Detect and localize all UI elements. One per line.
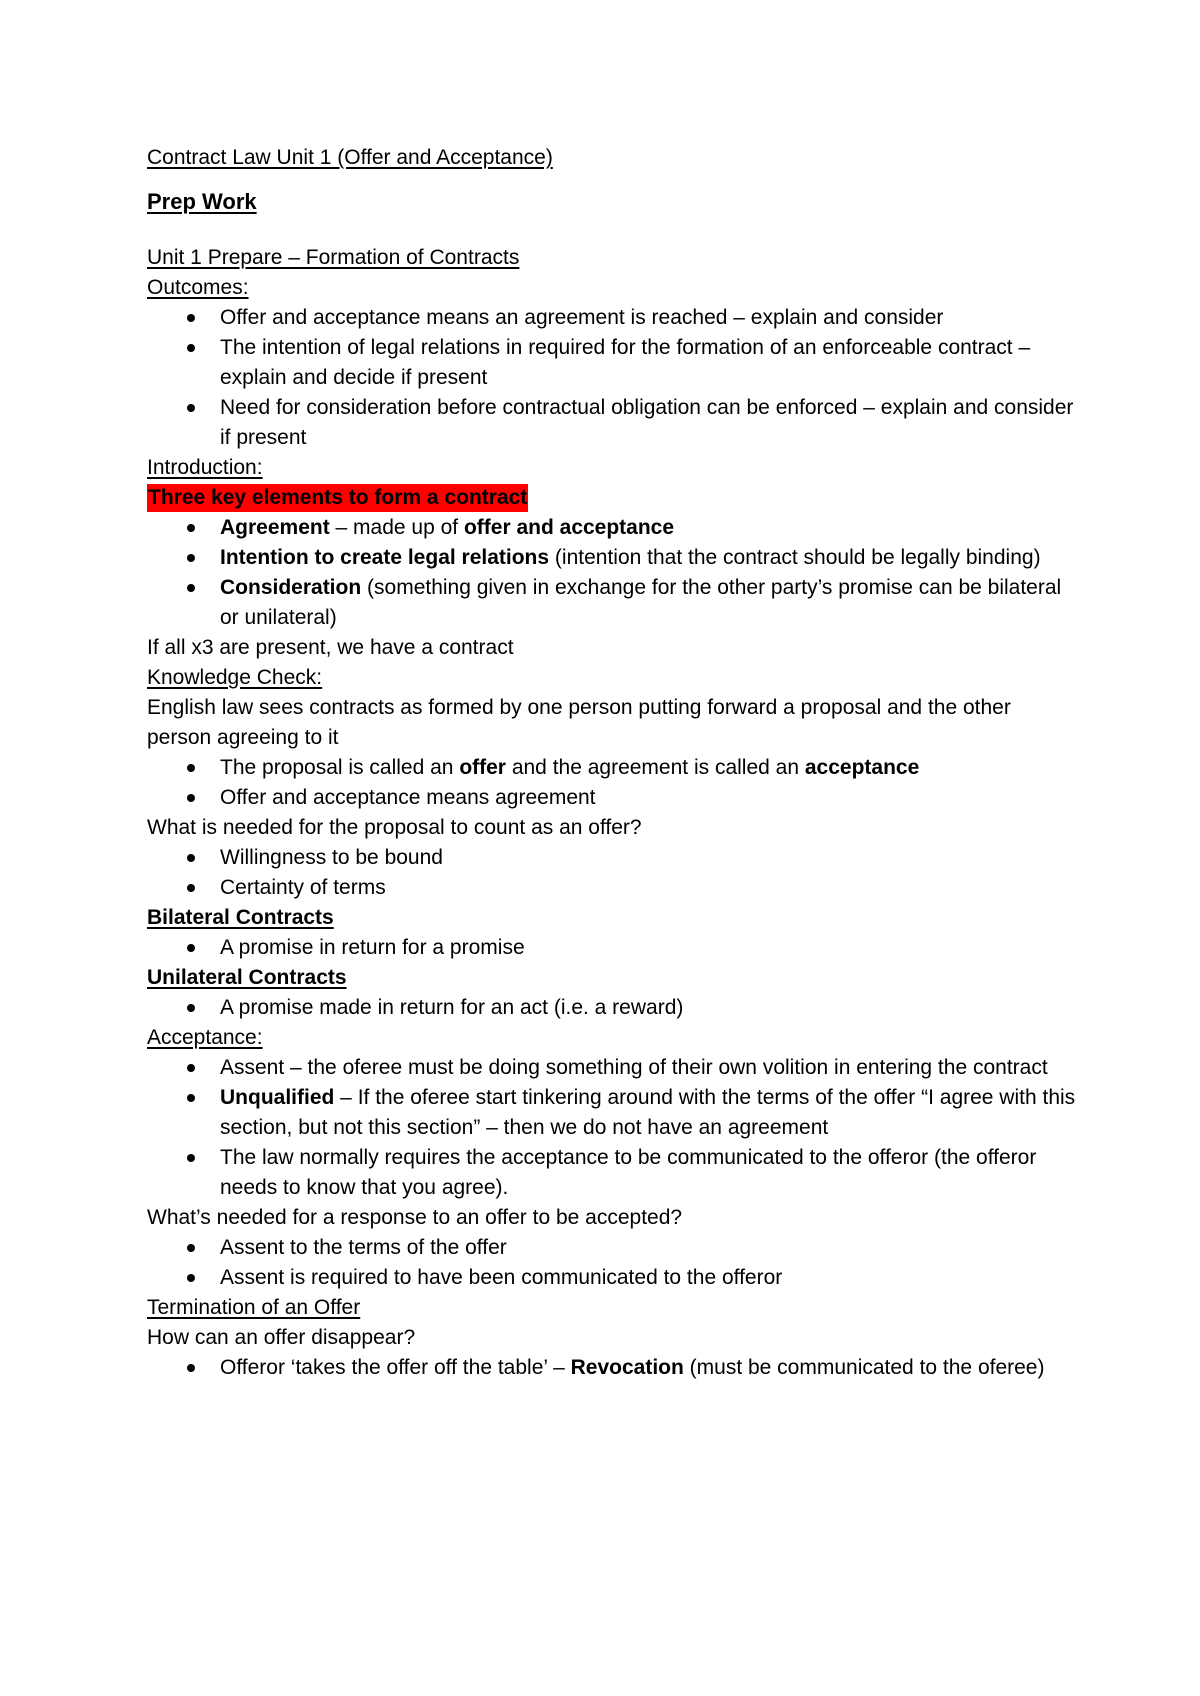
list-item: A promise made in return for an act (i.e. a reward): [147, 993, 1077, 1023]
introduction-label: Introduction:: [147, 456, 263, 479]
bullet-icon: [187, 314, 195, 322]
list-item: Intention to create legal relations (intention that the contract should be legally binding): [147, 543, 1077, 573]
list-item: The proposal is called an offer and the agreement is called an acceptance: [147, 753, 1077, 783]
bilateral-list: [147, 933, 1077, 963]
termination-question: How can an offer disappear?: [147, 1326, 416, 1349]
knowledge-list: [147, 753, 1077, 813]
knowledge-check-label: Knowledge Check:: [147, 666, 323, 689]
unilateral-list: [147, 993, 1077, 1023]
response-list: [147, 1233, 1077, 1293]
list-item: Certainty of terms: [147, 873, 1077, 903]
list-item: Offeror ‘takes the offer off the table’ – Revocation (must be communicated to the oferee): [147, 1353, 1077, 1383]
bullet-icon: [187, 1244, 195, 1252]
bullet-icon: [187, 404, 195, 412]
list-item: Offer and acceptance means agreement: [147, 783, 1077, 813]
list-item: Assent is required to have been communicated to the offeror: [147, 1263, 1077, 1293]
bullet-icon: [187, 1154, 195, 1162]
bullet-icon: [187, 524, 195, 532]
bullet-icon: [187, 1064, 195, 1072]
list-item: Assent – the oferee must be doing something of their own volition in entering the contract: [147, 1053, 1077, 1083]
bullet-icon: [187, 554, 195, 562]
document-page: [147, 143, 1077, 1383]
list-item: Willingness to be bound: [147, 843, 1077, 873]
list-item: Offer and acceptance means an agreement is reached – explain and consider: [147, 303, 1077, 333]
bullet-icon: [187, 884, 195, 892]
acceptance-label: Acceptance:: [147, 1026, 263, 1049]
termination-heading: Termination of an Offer: [147, 1296, 361, 1319]
elements-list: [147, 513, 1077, 633]
outcomes-label: Outcomes:: [147, 276, 249, 299]
offer-list: [147, 843, 1077, 903]
bullet-icon: [187, 1004, 195, 1012]
list-item: Unqualified – If the oferee start tinkering around with the terms of the offer “I agree with this section, but not this section” – then we do not have an agreement: [147, 1083, 1077, 1143]
bullet-icon: [187, 584, 195, 592]
unit-heading: Unit 1 Prepare – Formation of Contracts: [147, 246, 520, 269]
document-title: Contract Law Unit 1 (Offer and Acceptance): [147, 146, 553, 169]
all-present-text: If all x3 are present, we have a contract: [147, 636, 514, 659]
unilateral-heading: Unilateral Contracts: [147, 966, 347, 989]
list-item: The law normally requires the acceptance to be communicated to the offeror (the offeror needs to know that you agree).: [147, 1143, 1077, 1203]
acceptance-list: [147, 1053, 1077, 1203]
bullet-icon: [187, 1274, 195, 1282]
list-item: Consideration (something given in exchange for the other party’s promise can be bilateral or unilateral): [147, 573, 1077, 633]
bullet-icon: [187, 854, 195, 862]
bullet-icon: [187, 794, 195, 802]
list-item: Assent to the terms of the offer: [147, 1233, 1077, 1263]
list-item: Agreement – made up of offer and acceptance: [147, 513, 1077, 543]
list-item: The intention of legal relations in required for the formation of an enforceable contract – explain and decide if present: [147, 333, 1077, 393]
bullet-icon: [187, 944, 195, 952]
bilateral-heading: Bilateral Contracts: [147, 906, 334, 929]
prep-work-heading: Prep Work: [147, 189, 257, 214]
response-question: What’s needed for a response to an offer to be accepted?: [147, 1206, 683, 1229]
bullet-icon: [187, 344, 195, 352]
bullet-icon: [187, 1364, 195, 1372]
outcomes-list: [147, 303, 1077, 453]
list-item: A promise in return for a promise: [147, 933, 1077, 963]
offer-question: What is needed for the proposal to count as an offer?: [147, 816, 642, 839]
termination-list: [147, 1353, 1077, 1383]
highlighted-heading: Three key elements to form a contract: [147, 484, 528, 512]
bullet-icon: [187, 764, 195, 772]
list-item: Need for consideration before contractual obligation can be enforced – explain and consider if present: [147, 393, 1077, 453]
bullet-icon: [187, 1094, 195, 1102]
knowledge-paragraph: English law sees contracts as formed by one person putting forward a proposal and the other person agreeing to it: [147, 696, 1011, 749]
